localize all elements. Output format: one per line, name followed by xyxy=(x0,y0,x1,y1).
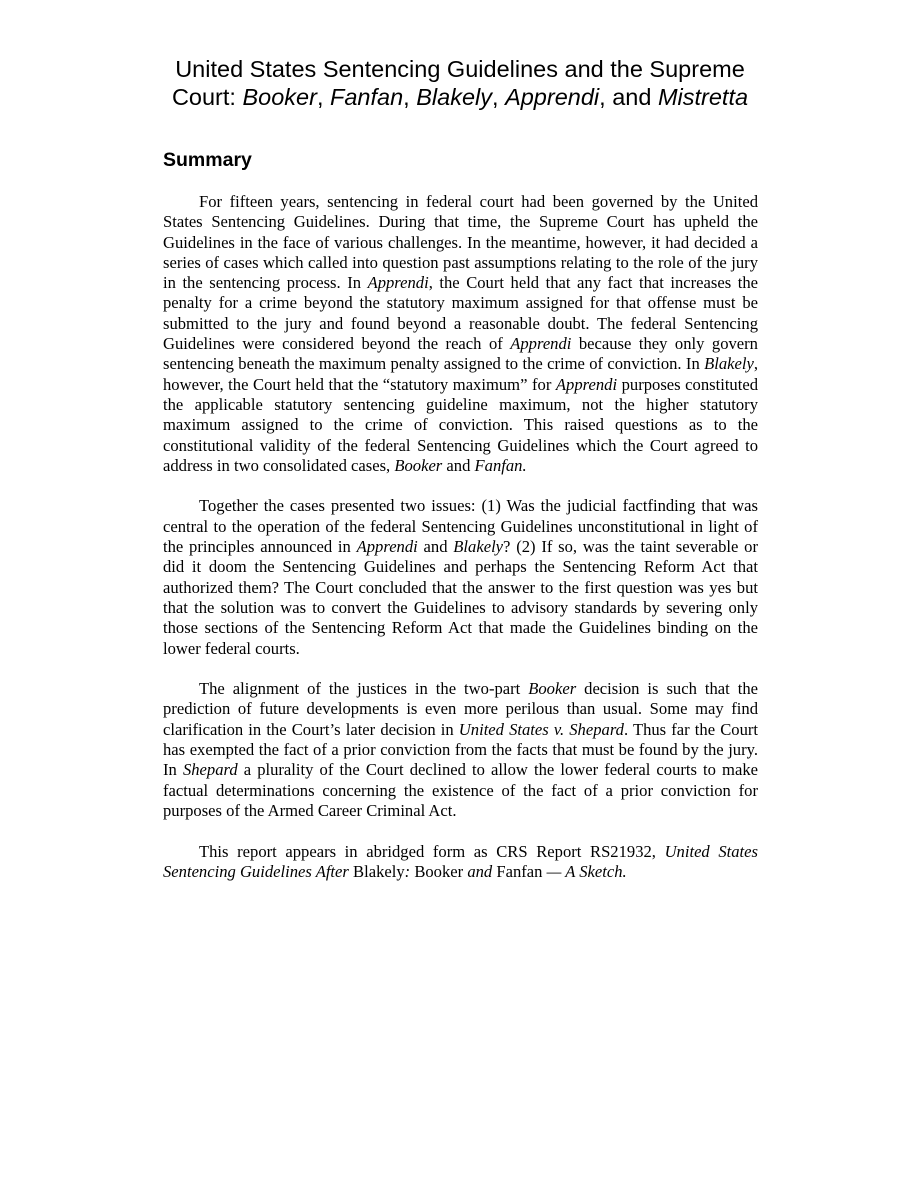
title-separator: , xyxy=(492,84,506,110)
case-name-italic: Apprendi xyxy=(555,374,618,394)
text-run: because they only govern sentencing beneath the maximum penalty assigned to the crime of conviction. In xyxy=(163,334,758,374)
case-name-italic: Fanfan. xyxy=(474,455,527,475)
text-run: a plurality of the Court declined to allow the lower federal courts to make factual determinations concerning the existence of the fact of a prior conviction for purposes of the Armed Career Criminal Act. xyxy=(163,760,758,820)
summary-paragraph-4 xyxy=(163,842,758,883)
case-name-roman: Booker xyxy=(410,861,468,881)
case-name-italic: United States v. Shepard xyxy=(458,719,624,739)
summary-paragraph-1 xyxy=(163,192,758,476)
text-run: This report appears in abridged form as CRS Report RS21932, xyxy=(199,841,665,861)
text-run: The alignment of the justices in the two-part xyxy=(199,679,529,699)
title-line-2 xyxy=(130,83,790,111)
title-case-booker: Booker xyxy=(242,84,317,110)
text-run: and xyxy=(442,455,475,475)
text-run: . Thus far the Court has exempted the fact of a prior conviction from the facts that must be found by the jury. In xyxy=(163,719,759,780)
case-name-italic: Booker xyxy=(528,679,577,699)
text-run: Together the cases presented two issues: (1) Was the judicial factfinding that was central to the operation of the federal Sentencing Guidelines unconstitutional in light of the principles announced in xyxy=(163,496,758,557)
case-name-roman: Fanfan xyxy=(492,861,547,881)
title-separator: , xyxy=(403,84,417,110)
title-case-blakely: Blakely xyxy=(416,84,492,110)
case-name-italic: Shepard xyxy=(182,760,238,780)
title-case-fanfan: Fanfan xyxy=(330,84,404,110)
text-run: ? (2) If so, was the taint severable or did it doom the Sentencing Guidelines and perhaps the Sentencing Reform Act that authorized them? The Court concluded that the answer to the first question was yes but that the solution was to convert the Guidelines to advisory standards by severing only those sections of the Sentencing Reform Act that made the Guidelines binding on the lower federal courts. xyxy=(163,537,758,658)
summary-heading: Summary xyxy=(163,149,252,171)
case-name-roman: Blakely xyxy=(348,861,405,881)
case-name-italic: Booker xyxy=(394,455,443,475)
punctuation-italic: : xyxy=(404,861,411,881)
summary-paragraph-3 xyxy=(163,679,758,821)
title-separator: , xyxy=(316,84,330,110)
title-separator: , and xyxy=(599,84,658,110)
summary-paragraph-2 xyxy=(163,496,758,658)
text-run: , the Court held that any fact that increases the penalty for a crime beyond the statutory maximum assigned for that offense must be submitted to the jury and found beyond a reasonable doubt. The federal Sentencing Guidelines were considered beyond the reach of xyxy=(163,273,758,354)
title-case-mistretta: Mistretta xyxy=(657,84,749,110)
title-prefix: Court: xyxy=(171,84,243,110)
text-run: purposes constituted the applicable statutory sentencing guideline maximum, not the higher statutory maximum assigned to the crime of conviction. This raised questions as to the constitutional validity of the federal Sentencing Guidelines which the Court agreed to address in two consolidated cases, xyxy=(163,374,758,475)
title-line-1: United States Sentencing Guidelines and the Supreme xyxy=(175,56,745,82)
report-title xyxy=(130,55,790,111)
conjunction-italic: and xyxy=(467,861,493,881)
text-run: For fifteen years, sentencing in federal court had been governed by the United States Sentencing Guidelines. During that time, the Supreme Court has upheld the Guidelines in the face of various challenges. In the meantime, however, it had decided a series of cases which called into question past assumptions relating to the role of the jury in the sentencing process. In xyxy=(163,192,758,293)
report-subtitle-italic: — A Sketch. xyxy=(546,861,627,881)
text-run: decision is such that the prediction of future developments is even more perilous than usual. Some may find clarification in the Court’s later decision in xyxy=(163,679,758,739)
case-name-italic: Blakely xyxy=(453,537,504,557)
case-name-italic: Blakely xyxy=(704,354,754,374)
title-case-apprendi: Apprendi xyxy=(505,84,600,110)
report-title-italic: United States Sentencing Guidelines After xyxy=(163,841,758,881)
case-name-italic: Apprendi xyxy=(510,334,572,354)
case-name-italic: Apprendi xyxy=(367,273,429,293)
summary-body xyxy=(163,192,758,882)
text-run: , however, the Court held that the “statutory maximum” for xyxy=(163,354,758,394)
text-run: and xyxy=(417,537,454,557)
case-name-italic: Apprendi xyxy=(356,537,418,557)
